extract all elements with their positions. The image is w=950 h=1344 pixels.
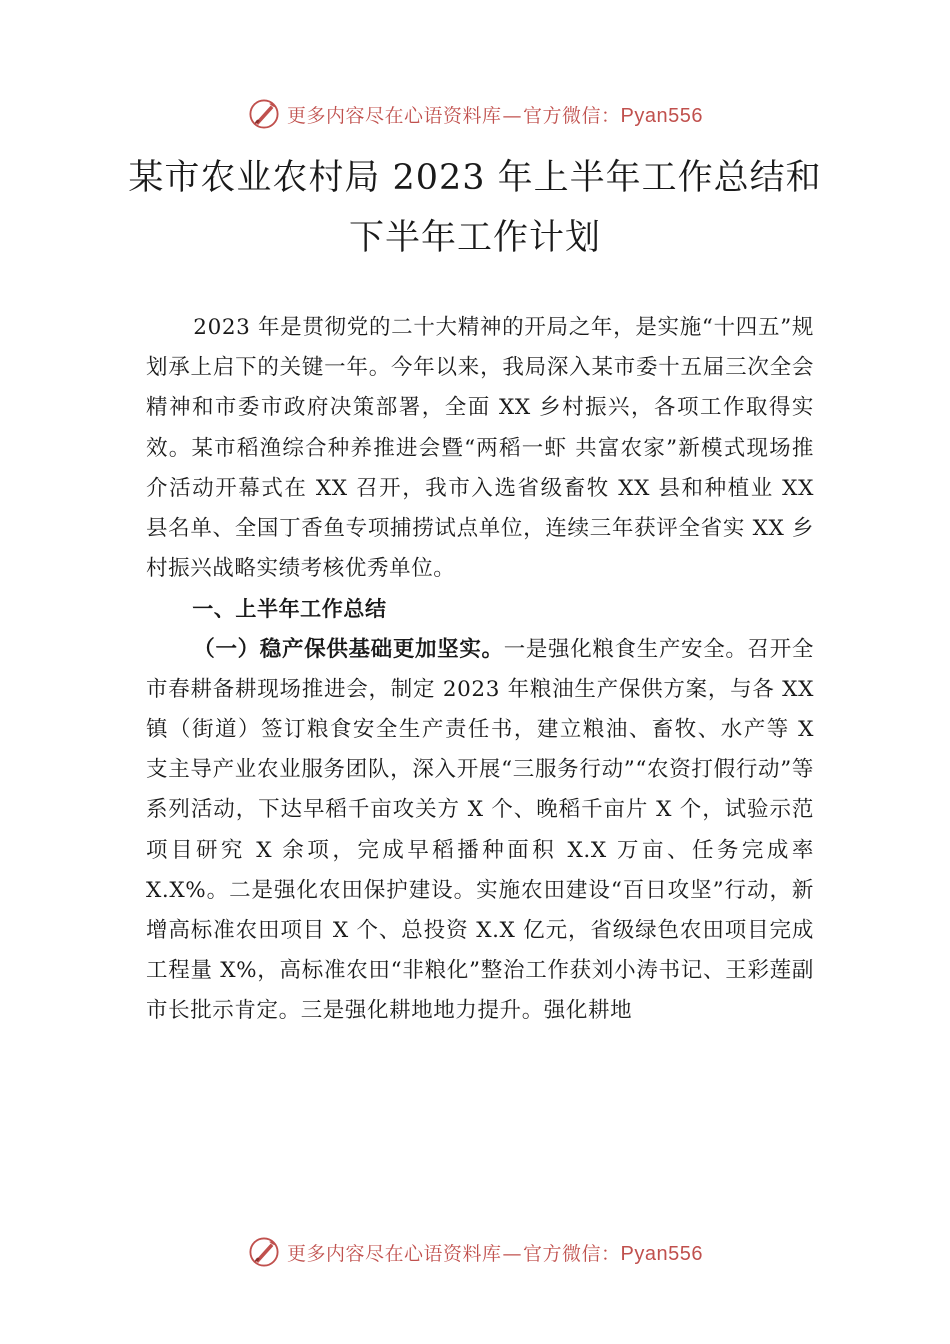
subsection-lead: （一）稳产保供基础更加坚实。 (193, 636, 504, 662)
document-title (100, 148, 850, 268)
banner-slogan: 更多内容尽在心语资料库 (287, 1242, 502, 1265)
subsection-paragraph (146, 630, 814, 1032)
intro-paragraph: 2023 年是贯彻党的二十大精神的开局之年，是实施“十四五”规划承上启下的关键一年。今年以来，我局深入某市委十五届三次全会精神和市委市政府决策部署，全面 XX 乡村振兴，各项工作取得实效。某市稻渔综合种养推进会暨“两稻一虾 共富农家”新模式现场推介活动开幕式在 XX 召开，我市入选省级畜牧 XX 县和种植业 XX 县名单、全国丁香鱼专项捕捞试点单位，连续三年获评全省实 XX 乡村振兴战略实绩考核优秀单位。 (146, 315, 814, 582)
banner-wechat-label: 官方微信： (523, 104, 621, 127)
banner-text (287, 1239, 703, 1266)
banner-slogan: 更多内容尽在心语资料库 (287, 104, 502, 127)
banner-text (287, 101, 703, 128)
title-line-1: 某市农业农村局 2023 年上半年工作总结和 (128, 158, 822, 198)
banner-wechat-id: Pyan556 (620, 1242, 703, 1265)
banner-wechat-label: 官方微信： (523, 1242, 621, 1265)
brush-logo-icon (247, 97, 281, 131)
banner-dash: — (502, 1242, 523, 1265)
document-body (146, 308, 814, 1032)
header-banner (0, 92, 950, 136)
brush-logo-icon (247, 1235, 281, 1269)
title-line-2: 下半年工作计划 (348, 218, 601, 258)
subsection-body: 一是强化粮食生产安全。召开全市春耕备耕现场推进会，制定 2023 年粮油生产保供方案，与各 XX 镇（街道）签订粮食安全生产责任书，建立粮油、畜牧、水产等 X 支主导产业农业服务团队，深入开展“三服务行动”“农资打假行动”等系列活动，下达早稻千亩攻关方 X 个、晚稻千亩片 X 个，试验示范项目研究 X 余项，完成早稻播种面积 X.X 万亩、任务完成率 X.X%。二是强化农田保护建设。实施农田建设“百日攻坚”行动，新增高标准农田项目 X 个、总投资 X.X 亿元，省级绿色农田项目完成工程量 X%，高标准农田“非粮化”整治工作获刘小涛书记、王彩莲副市长批示肯定。三是强化耕地地力提升。强化耕地 (146, 636, 814, 1024)
section-heading: 一、上半年工作总结 (192, 597, 387, 622)
banner-dash: — (502, 104, 523, 127)
footer-banner (0, 1230, 950, 1274)
banner-wechat-id: Pyan556 (620, 104, 703, 127)
